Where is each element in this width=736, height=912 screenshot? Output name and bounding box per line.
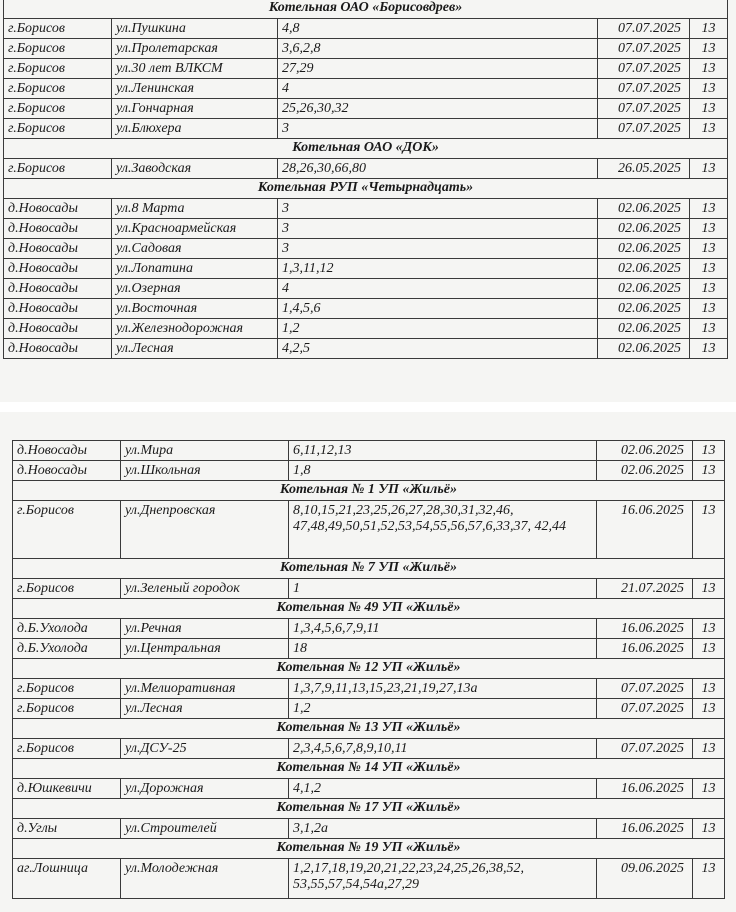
- date-cell: 09.06.2025: [597, 859, 693, 899]
- table-row: [4, 339, 728, 359]
- street-cell: ул.Пролетарская: [112, 39, 278, 59]
- settlement-cell: г.Борисов: [4, 39, 112, 59]
- street-cell: ул.Школьная: [121, 461, 289, 481]
- table-row: [4, 39, 728, 59]
- settlement-cell: д.Новосады: [4, 239, 112, 259]
- number-cell: 13: [690, 119, 728, 139]
- house-numbers-cell: 2,3,4,5,6,7,8,9,10,11: [289, 739, 597, 759]
- date-cell: 07.07.2025: [598, 59, 690, 79]
- boiler-section-heading: [13, 759, 725, 779]
- settlement-cell: г.Борисов: [13, 739, 121, 759]
- section-title: Котельная № 49 УП «Жильё»: [13, 599, 725, 619]
- boiler-section-heading: [4, 0, 728, 19]
- house-numbers-cell: 3: [278, 119, 598, 139]
- house-numbers-cell: 1,8: [289, 461, 597, 481]
- number-cell: 13: [690, 59, 728, 79]
- number-cell: 13: [693, 639, 725, 659]
- number-cell: 13: [690, 39, 728, 59]
- number-cell: 13: [690, 259, 728, 279]
- settlement-cell: аг.Лошница: [13, 859, 121, 899]
- house-numbers-cell: 1,3,11,12: [278, 259, 598, 279]
- house-numbers-cell: 3,6,2,8: [278, 39, 598, 59]
- boiler-section-heading: [13, 481, 725, 501]
- section-title: Котельная № 13 УП «Жильё»: [13, 719, 725, 739]
- date-cell: 02.06.2025: [598, 219, 690, 239]
- table-row: [13, 501, 725, 559]
- settlement-cell: г.Борисов: [4, 59, 112, 79]
- number-cell: 13: [693, 679, 725, 699]
- table-row: [13, 859, 725, 899]
- settlement-cell: д.Новосады: [4, 299, 112, 319]
- date-cell: 07.07.2025: [597, 679, 693, 699]
- number-cell: 13: [690, 219, 728, 239]
- date-cell: 16.06.2025: [597, 619, 693, 639]
- date-cell: 07.07.2025: [598, 119, 690, 139]
- table-row: [4, 19, 728, 39]
- house-numbers-cell: 4,8: [278, 19, 598, 39]
- house-numbers-cell: 1,2: [278, 319, 598, 339]
- settlement-cell: д.Новосады: [4, 339, 112, 359]
- date-cell: 02.06.2025: [598, 239, 690, 259]
- house-numbers-cell: 1,4,5,6: [278, 299, 598, 319]
- settlement-cell: г.Борисов: [13, 679, 121, 699]
- table-row: [4, 319, 728, 339]
- house-numbers-cell: 4,2,5: [278, 339, 598, 359]
- number-cell: 13: [693, 779, 725, 799]
- number-cell: 13: [690, 339, 728, 359]
- table-row: [4, 219, 728, 239]
- table-row: [4, 259, 728, 279]
- settlement-cell: г.Борисов: [4, 79, 112, 99]
- number-cell: 13: [693, 819, 725, 839]
- street-cell: ул.Зеленый городок: [121, 579, 289, 599]
- house-numbers-cell: 4: [278, 279, 598, 299]
- table-row: [13, 461, 725, 481]
- date-cell: 02.06.2025: [597, 461, 693, 481]
- number-cell: 13: [690, 239, 728, 259]
- date-cell: 02.06.2025: [598, 299, 690, 319]
- number-cell: 13: [693, 579, 725, 599]
- street-cell: ул.Мира: [121, 441, 289, 461]
- house-numbers-cell: 1,2,17,18,19,20,21,22,23,24,25,26,38,52, 53,55,57,54,54а,27,29: [289, 859, 597, 899]
- boiler-section-heading: [13, 559, 725, 579]
- date-cell: 02.06.2025: [598, 199, 690, 219]
- house-numbers-cell: 18: [289, 639, 597, 659]
- street-cell: ул.Лесная: [121, 699, 289, 719]
- table-row: [4, 99, 728, 119]
- street-cell: ул.Дорожная: [121, 779, 289, 799]
- table-row: [13, 619, 725, 639]
- street-cell: ул.30 лет ВЛКСМ: [112, 59, 278, 79]
- street-cell: ул.Мелиоративная: [121, 679, 289, 699]
- house-numbers-cell: 3: [278, 199, 598, 219]
- settlement-cell: г.Борисов: [4, 19, 112, 39]
- section-title: Котельная ОАО «Борисовдрев»: [4, 0, 728, 19]
- settlement-cell: д.Б.Ухолода: [13, 639, 121, 659]
- house-numbers-cell: 1,2: [289, 699, 597, 719]
- boiler-section-heading: [13, 839, 725, 859]
- street-cell: ул.Центральная: [121, 639, 289, 659]
- number-cell: 13: [693, 699, 725, 719]
- date-cell: 07.07.2025: [598, 79, 690, 99]
- table-row: [4, 279, 728, 299]
- table-row: [4, 299, 728, 319]
- street-cell: ул.Строителей: [121, 819, 289, 839]
- section-title: Котельная № 19 УП «Жильё»: [13, 839, 725, 859]
- date-cell: 02.06.2025: [598, 339, 690, 359]
- table-row: [13, 739, 725, 759]
- date-cell: 02.06.2025: [597, 441, 693, 461]
- street-cell: ул.ДСУ-25: [121, 739, 289, 759]
- street-cell: ул.Лесная: [112, 339, 278, 359]
- document-sheet-upper: [0, 0, 736, 402]
- street-cell: ул.Гончарная: [112, 99, 278, 119]
- house-numbers-cell: 27,29: [278, 59, 598, 79]
- section-title: Котельная РУП «Четырнадцать»: [4, 179, 728, 199]
- street-cell: ул.Молодежная: [121, 859, 289, 899]
- street-cell: ул.8 Марта: [112, 199, 278, 219]
- settlement-cell: г.Борисов: [13, 699, 121, 719]
- house-numbers-cell: 4: [278, 79, 598, 99]
- date-cell: 26.05.2025: [598, 159, 690, 179]
- table-row: [13, 441, 725, 461]
- date-cell: 21.07.2025: [597, 579, 693, 599]
- page-gap: [0, 402, 736, 412]
- table-row: [4, 239, 728, 259]
- date-cell: 07.07.2025: [598, 39, 690, 59]
- date-cell: 07.07.2025: [597, 739, 693, 759]
- house-numbers-cell: 3: [278, 219, 598, 239]
- date-cell: 16.06.2025: [597, 639, 693, 659]
- date-cell: 07.07.2025: [597, 699, 693, 719]
- street-cell: ул.Ленинская: [112, 79, 278, 99]
- document-sheet-lower: [0, 412, 736, 912]
- house-numbers-cell: 1: [289, 579, 597, 599]
- house-numbers-cell: 4,1,2: [289, 779, 597, 799]
- date-cell: 16.06.2025: [597, 819, 693, 839]
- section-title: Котельная № 1 УП «Жильё»: [13, 481, 725, 501]
- house-numbers-cell: 1,3,4,5,6,7,9,11: [289, 619, 597, 639]
- street-cell: ул.Железнодорожная: [112, 319, 278, 339]
- house-numbers-cell: 25,26,30,32: [278, 99, 598, 119]
- table-row: [4, 59, 728, 79]
- schedule-table-upper: [3, 0, 728, 359]
- street-cell: ул.Заводская: [112, 159, 278, 179]
- table-row: [13, 679, 725, 699]
- number-cell: 13: [690, 299, 728, 319]
- schedule-table-lower: [12, 440, 725, 899]
- table-row: [13, 819, 725, 839]
- street-cell: ул.Садовая: [112, 239, 278, 259]
- number-cell: 13: [693, 859, 725, 899]
- table-row: [4, 159, 728, 179]
- number-cell: 13: [690, 159, 728, 179]
- number-cell: 13: [690, 99, 728, 119]
- settlement-cell: г.Борисов: [4, 99, 112, 119]
- table-row: [4, 79, 728, 99]
- date-cell: 16.06.2025: [597, 501, 693, 559]
- section-title: Котельная № 14 УП «Жильё»: [13, 759, 725, 779]
- number-cell: 13: [693, 501, 725, 559]
- house-numbers-cell: 3,1,2а: [289, 819, 597, 839]
- date-cell: 02.06.2025: [598, 279, 690, 299]
- section-title: Котельная ОАО «ДОК»: [4, 139, 728, 159]
- street-cell: ул.Пушкина: [112, 19, 278, 39]
- settlement-cell: д.Б.Ухолода: [13, 619, 121, 639]
- street-cell: ул.Восточная: [112, 299, 278, 319]
- table-row: [13, 779, 725, 799]
- settlement-cell: д.Новосады: [13, 461, 121, 481]
- number-cell: 13: [693, 461, 725, 481]
- street-cell: ул.Красноармейская: [112, 219, 278, 239]
- settlement-cell: д.Новосады: [4, 279, 112, 299]
- date-cell: 07.07.2025: [598, 99, 690, 119]
- section-title: Котельная № 12 УП «Жильё»: [13, 659, 725, 679]
- house-numbers-cell: 28,26,30,66,80: [278, 159, 598, 179]
- number-cell: 13: [690, 79, 728, 99]
- settlement-cell: д.Новосады: [4, 199, 112, 219]
- date-cell: 02.06.2025: [598, 319, 690, 339]
- table-row: [4, 119, 728, 139]
- street-cell: ул.Днепровская: [121, 501, 289, 559]
- number-cell: 13: [693, 441, 725, 461]
- settlement-cell: г.Борисов: [13, 579, 121, 599]
- number-cell: 13: [690, 319, 728, 339]
- settlement-cell: д.Новосады: [4, 319, 112, 339]
- house-numbers-cell: 1,3,7,9,11,13,15,23,21,19,27,13а: [289, 679, 597, 699]
- number-cell: 13: [693, 739, 725, 759]
- number-cell: 13: [693, 619, 725, 639]
- house-numbers-cell: 6,11,12,13: [289, 441, 597, 461]
- date-cell: 16.06.2025: [597, 779, 693, 799]
- table-row: [13, 639, 725, 659]
- house-numbers-cell: 3: [278, 239, 598, 259]
- street-cell: ул.Озерная: [112, 279, 278, 299]
- boiler-section-heading: [4, 139, 728, 159]
- settlement-cell: д.Углы: [13, 819, 121, 839]
- section-title: Котельная № 7 УП «Жильё»: [13, 559, 725, 579]
- settlement-cell: д.Новосады: [4, 259, 112, 279]
- boiler-section-heading: [13, 659, 725, 679]
- street-cell: ул.Лопатина: [112, 259, 278, 279]
- street-cell: ул.Речная: [121, 619, 289, 639]
- table-row: [13, 699, 725, 719]
- settlement-cell: д.Юшкевичи: [13, 779, 121, 799]
- house-numbers-cell: 8,10,15,21,23,25,26,27,28,30,31,32,46, 47,48,49,50,51,52,53,54,55,56,57,6,33,37, 42,44: [289, 501, 597, 559]
- boiler-section-heading: [13, 799, 725, 819]
- settlement-cell: г.Борисов: [13, 501, 121, 559]
- number-cell: 13: [690, 279, 728, 299]
- number-cell: 13: [690, 19, 728, 39]
- boiler-section-heading: [4, 179, 728, 199]
- settlement-cell: д.Новосады: [13, 441, 121, 461]
- settlement-cell: г.Борисов: [4, 159, 112, 179]
- boiler-section-heading: [13, 599, 725, 619]
- boiler-section-heading: [13, 719, 725, 739]
- table-row: [4, 199, 728, 219]
- settlement-cell: г.Борисов: [4, 119, 112, 139]
- section-title: Котельная № 17 УП «Жильё»: [13, 799, 725, 819]
- number-cell: 13: [690, 199, 728, 219]
- settlement-cell: д.Новосады: [4, 219, 112, 239]
- date-cell: 07.07.2025: [598, 19, 690, 39]
- street-cell: ул.Блюхера: [112, 119, 278, 139]
- date-cell: 02.06.2025: [598, 259, 690, 279]
- table-row: [13, 579, 725, 599]
